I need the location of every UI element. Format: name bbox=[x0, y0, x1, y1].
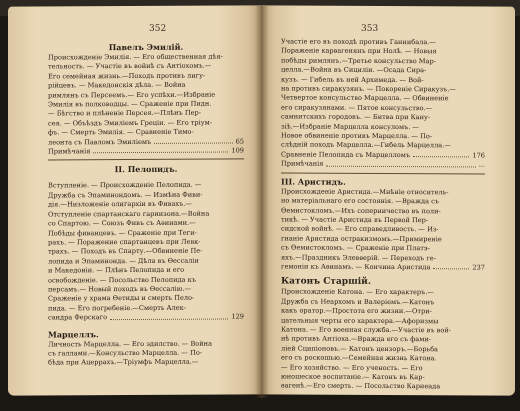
leader-dots bbox=[433, 263, 469, 270]
summary-line: пида. — Его погребеніе.—Смерть Алек- bbox=[48, 303, 186, 313]
summary-line: Дружба съ Неархомъ и Валеріемъ.—Катонъ bbox=[281, 297, 435, 306]
summary-line: какъ оратор.—Простота его жизни.—Отри- bbox=[281, 306, 432, 316]
summary-line: кузъ. — Гибель въ ней Архимеда. — Вой- bbox=[281, 75, 424, 84]
summary-line: гемоніи къ Аѳинамъ. — Кончина Аристида bbox=[281, 262, 431, 272]
summary-line: леонта съ Павломъ Эмиліемъ bbox=[48, 137, 152, 147]
summary-line: Происхожденіе Эмилія. — Его общественная дѣя- bbox=[48, 52, 223, 62]
summary-line: цательныя черты его характера.—Афоризмы bbox=[281, 316, 439, 325]
summary-line: рійцевъ. — Македонскія дѣла. — Война bbox=[48, 80, 186, 90]
summary-line: Вступленіе. — Происхожденіе Пелопида. — bbox=[48, 181, 202, 190]
summary-line: Происхожденіе Аристида.—Мнѣніе относитель- bbox=[281, 187, 449, 197]
toc-entry bbox=[281, 160, 485, 170]
summary-line: ліей Сципіоновъ.— Катонъ цензоръ.—Борьба bbox=[281, 344, 438, 354]
book-gutter bbox=[255, 6, 269, 398]
summary-line: зіѣ.—Избраніе Марцелла консуломъ. — bbox=[281, 122, 420, 131]
summary-line: сандра Ферскаго bbox=[48, 313, 108, 322]
entry-title: Примѣчанія bbox=[48, 147, 91, 156]
summary-line: Дружба съ Эпаминондомъ. — Измѣна Фиви- bbox=[48, 190, 203, 200]
summary-line: Личность Марцелла. — Его эдилство. — Война bbox=[48, 339, 212, 349]
summary-line: рахъ. — Поражение спартанцевъ при Левк- bbox=[48, 237, 201, 247]
summary-line: Четвертое консульство Марцелла. — Обвиненіе bbox=[281, 93, 449, 103]
right-page-content bbox=[281, 37, 485, 392]
summary-line: съ галлами.—Консульство Марцелла. — По- bbox=[48, 348, 203, 358]
leader-dots bbox=[93, 147, 228, 154]
leader-dots bbox=[326, 160, 475, 167]
summary-line: яхъ.—Праздникъ Элевѳерій. — Переходъ ге- bbox=[281, 252, 436, 262]
left-page-number: 352 bbox=[149, 23, 167, 34]
summary-line: Отступленіе спартанскаго гарнизона.—Война bbox=[48, 209, 210, 219]
page-ref: 237 bbox=[472, 263, 485, 272]
leader-dots bbox=[154, 137, 232, 144]
summary-line: дія.—Низложеніе олигархіи въ Фивахъ.— bbox=[48, 199, 192, 209]
leader-dots bbox=[110, 313, 228, 320]
summary-line: на противъ сиракузянъ. — Покореніе Сиракузъ.— bbox=[281, 84, 457, 94]
open-book bbox=[8, 6, 515, 400]
section-title: Катонъ Старшій. bbox=[281, 276, 371, 288]
page-ref: 65 bbox=[235, 137, 244, 146]
summary-line: Новое обвиненіе противъ Марцелла. — По- bbox=[281, 131, 433, 141]
section-title: Павелъ Эмилій. bbox=[108, 41, 184, 53]
summary-line: персамъ.— Новый походъ въ Ѳессалію.— bbox=[48, 284, 192, 294]
summary-line: Участіе его въ походѣ противъ Ганнибала.— bbox=[281, 37, 436, 47]
summary-line: сея. — Объѣздъ Эмиліемъ Греціи. — Его тріум- bbox=[48, 118, 212, 128]
toc-entry bbox=[48, 313, 244, 323]
divider bbox=[48, 159, 244, 161]
summary-line: Его семейная жизнь.—Походъ противъ лигу- bbox=[48, 71, 206, 81]
summary-line: трахъ. — Походъ въ Спарту.—Обвиненіе Пе- bbox=[48, 246, 203, 256]
section-title: II. Пелопидъ. bbox=[114, 164, 178, 175]
summary-line: Пораженіе карѳагенянъ при Нолѣ. — Новыя bbox=[281, 46, 437, 56]
summary-line: со Спартою. — Союзъ Фивъ съ Аѳинами.— bbox=[48, 218, 196, 228]
summary-line: — Бѣгство и плѣненіе Персея.—Плѣнъ Пер- bbox=[48, 109, 201, 118]
right-page bbox=[261, 5, 515, 395]
summary-line: римлянъ съ Персеемъ.— Его успѣхи.—Избраніе bbox=[48, 90, 216, 100]
summary-line: Происхожденіе Катона. — Его характеръ.— bbox=[281, 287, 435, 297]
summary-line: нѣ противъ Антіоха.—Вражда его съ фами- bbox=[281, 334, 431, 344]
summary-line: Эмилія въ полководцы. — Сраженіе при Пидн. bbox=[48, 99, 212, 109]
summary-line: Сраженіе у храма Ѳетиды и смерть Пело- bbox=[48, 294, 195, 303]
summary-line: его съ роскошью.—Семейная жизнь Катона. bbox=[281, 353, 437, 363]
section-title: Марцеллъ. bbox=[48, 328, 99, 340]
toc-entry bbox=[281, 262, 485, 272]
summary-line: Побѣды фиванцевъ. — Сраженіе при Теги- bbox=[48, 228, 197, 237]
toc-entry bbox=[48, 146, 244, 156]
left-page bbox=[8, 5, 261, 395]
divider bbox=[281, 172, 485, 174]
page-ref: ... bbox=[478, 160, 485, 169]
summary-line: фъ. — Смерть Эмилія. — Сравненіе Тимо- bbox=[48, 127, 194, 137]
summary-line: Сравненіе Пелопида съ Марцелломъ bbox=[281, 150, 411, 159]
summary-line: его сиракузянами. — Пятое консульство.— bbox=[281, 103, 433, 113]
summary-line: освобожденіе. — Посольство Пелопида къ bbox=[48, 275, 196, 284]
summary-line: но матеріальнаго его состоянія. —Вражда съ bbox=[281, 196, 439, 206]
summary-line: бѣда при Ацеррахъ.—Тріумфъ Марцелла.— bbox=[48, 358, 199, 367]
summary-line: самнитскихъ городовъ. — Битва при Кану- bbox=[281, 112, 431, 122]
summary-line: юношеское воспитаніе.— Катонъ въ Кар- bbox=[281, 372, 425, 382]
summary-line: тикѣ. — Участіе Аристида въ Первой Пер- bbox=[281, 215, 429, 225]
summary-line: — Его хозяйство. — Его ученость. — Его bbox=[281, 363, 423, 372]
page-ref: 129 bbox=[231, 312, 244, 321]
summary-line: целла.—Война въ Сициліи. —Осада Сира- bbox=[281, 65, 427, 75]
summary-line: и Македоніи. — Плѣнъ Пелопида и его bbox=[48, 265, 185, 275]
summary-line: тельность. — Участіе въ войнѣ съ Антіохомъ.— bbox=[48, 62, 212, 71]
left-page-content bbox=[48, 37, 244, 368]
right-page-number: 353 bbox=[361, 23, 379, 34]
summary-line: Ѳемистокломъ.—Ихъ соперничество въ поли- bbox=[281, 205, 441, 215]
section-title: III. Аристидъ. bbox=[281, 176, 346, 187]
page-ref: 109 bbox=[231, 146, 244, 155]
page-ref: 176 bbox=[472, 151, 485, 160]
summary-line: Катона. — Его военная служба.—Участіе въ вой- bbox=[281, 325, 451, 335]
entry-title: Примѣчанія bbox=[281, 159, 324, 168]
summary-line: слѣдній походъ Марцелла.—Гибель Марцелла.— bbox=[281, 140, 451, 150]
summary-line: побѣды римлянъ.—Третье консульство Мар- bbox=[281, 56, 436, 66]
summary-line: сидской войнѣ. — Его справедливость. — Из- bbox=[281, 224, 439, 234]
summary-line: гнаніе Аристида остракизмомъ.—Примиреніе bbox=[281, 234, 442, 244]
summary-line: лопида и Эпаминонда. — Дѣла въ Ѳессаліи bbox=[48, 256, 199, 266]
leader-dots bbox=[413, 151, 469, 158]
summary-line: ѳагенѣ.—Его смерть. — Посольство Карнеада bbox=[281, 381, 441, 391]
summary-line: съ Ѳемистокломъ. — Сраженіе при Платэ- bbox=[281, 243, 430, 253]
